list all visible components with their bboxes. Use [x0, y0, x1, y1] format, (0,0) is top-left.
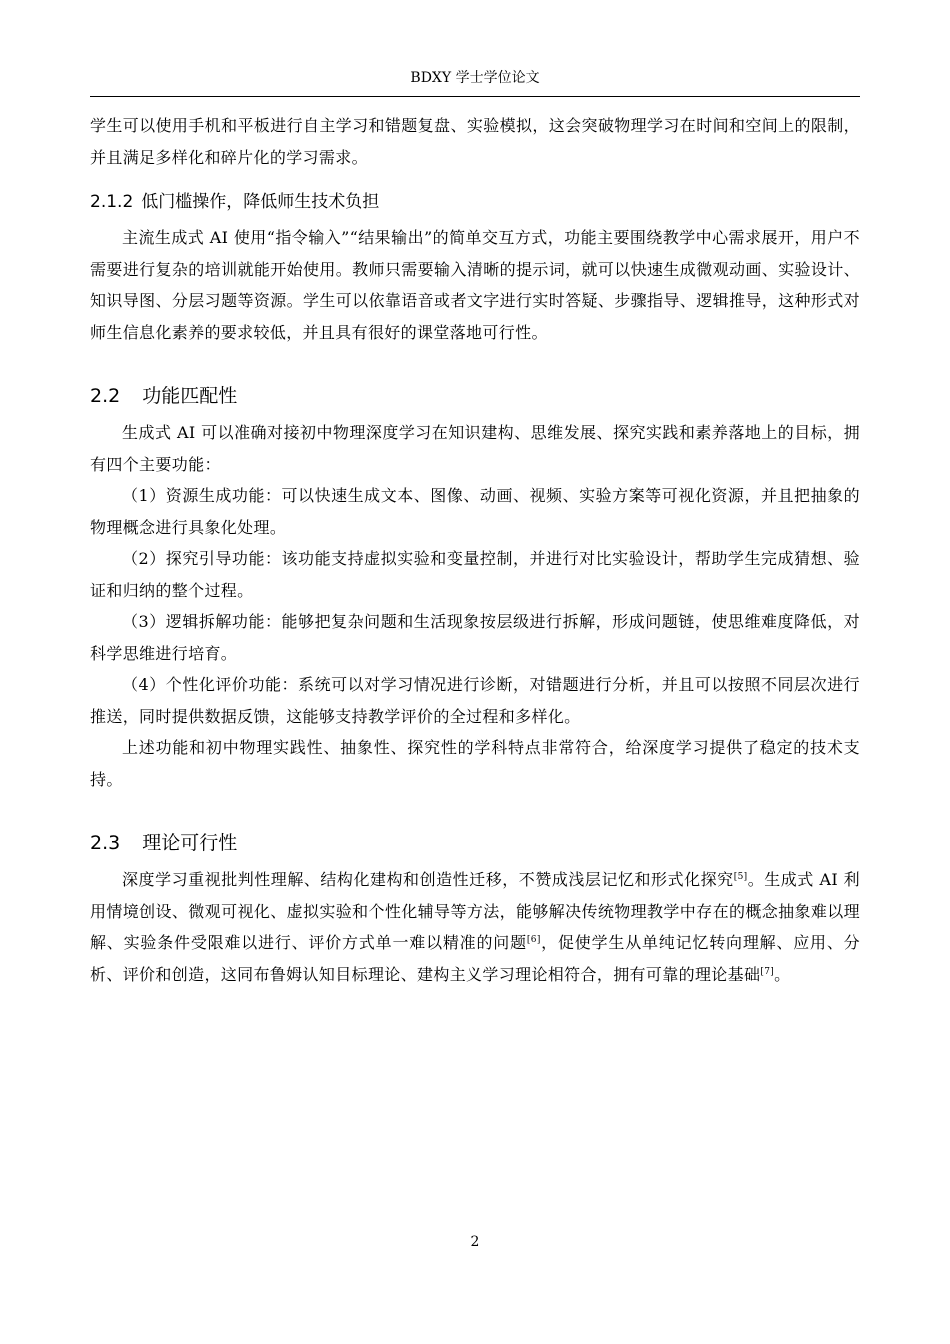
citation-6: [6] — [526, 935, 541, 945]
header-rule — [90, 96, 860, 97]
section-title: 理论可行性 — [142, 832, 238, 854]
continued-paragraph: 学生可以使用手机和平板进行自主学习和错题复盘、实验模拟，这会突破物理学习在时间和空间上的限制，并且满足多样化和碎片化的学习需求。 — [90, 116, 860, 167]
running-header: BDXY 学士学位论文 — [410, 70, 540, 86]
section-heading-2-3 — [90, 831, 860, 855]
paragraph-2-2-intro: 生成式 AI 可以准确对接初中物理深度学习在知识建构、思维发展、探究实践和素养落地上的目标，拥有四个主要功能： — [90, 423, 860, 474]
section-title: 功能匹配性 — [142, 385, 238, 407]
paragraph-2-1-2: 主流生成式 AI 使用“指令输入”“结果输出”的简单交互方式，功能主要围绕教学中心需求展开，用户不需要进行复杂的培训就能开始使用。教师只需要输入清晰的提示词，就可以快速生成微观动画、实验设计、知识导图、分层习题等资源。学生可以依靠语音或者文字进行实时答疑、步骤指导、逻辑推导，这种形式对师生信息化素养的要求较低，并且具有很好的课堂落地可行性。 — [90, 228, 860, 342]
citation-5: [5] — [733, 872, 748, 882]
list-item-inquiry-guidance: （2）探究引导功能：该功能支持虚拟实验和变量控制，并进行对比实验设计，帮助学生完成猜想、验证和归纳的整个过程。 — [90, 549, 860, 600]
section-number: 2.3 — [90, 832, 121, 854]
list-item-logic-decomposition: （3）逻辑拆解功能：能够把复杂问题和生活现象按层级进行拆解，形成问题链，使思维难度降低，对科学思维进行培育。 — [90, 612, 860, 663]
paragraph-text: 。生成式 AI 利用情境创设、微观可视化、虚拟实验和个性化辅导等方法，能够解决传统物理教学中存在的概念抽象难以理解、实验条件受限难以进行、评价方式单一难以精准的问题 — [90, 870, 861, 952]
subsection-title: 低门槛操作，降低师生技术负担 — [141, 192, 380, 212]
citation-7: [7] — [760, 966, 775, 977]
page-body — [90, 110, 860, 990]
paragraph-2-2-conclusion: 上述功能和初中物理实践性、抽象性、探究性的学科特点非常符合，给深度学习提供了稳定的技术支持。 — [90, 738, 860, 789]
list-item-personalized-evaluation: （4）个性化评价功能：系统可以对学习情况进行诊断，对错题进行分析，并且可以按照不同层次进行推送，同时提供数据反馈，这能够支持教学评价的全过程和多样化。 — [90, 675, 860, 726]
paragraph-text: 深度学习重视批判性理解、结构化建构和创造性迁移，不赞成浅层记忆和形式化探究 — [122, 870, 734, 889]
paragraph-2-3 — [90, 864, 860, 990]
page-number: 2 — [470, 1234, 480, 1250]
subsection-heading-2-1-2 — [90, 191, 860, 213]
paragraph-text: 。 — [774, 964, 791, 984]
paragraph-text: ，促使学生从单纯记忆转向理解、应用、分析、评价和创造，这同布鲁姆认知目标理论、建构主义学习理论相符合，拥有可靠的理论基础 — [90, 933, 860, 984]
section-number: 2.2 — [90, 385, 121, 407]
section-heading-2-2 — [90, 384, 860, 408]
list-item-resource-generation: （1）资源生成功能：可以快速生成文本、图像、动画、视频、实验方案等可视化资源，并且把抽象的物理概念进行具象化处理。 — [90, 486, 860, 537]
subsection-number: 2.1.2 — [90, 192, 134, 212]
